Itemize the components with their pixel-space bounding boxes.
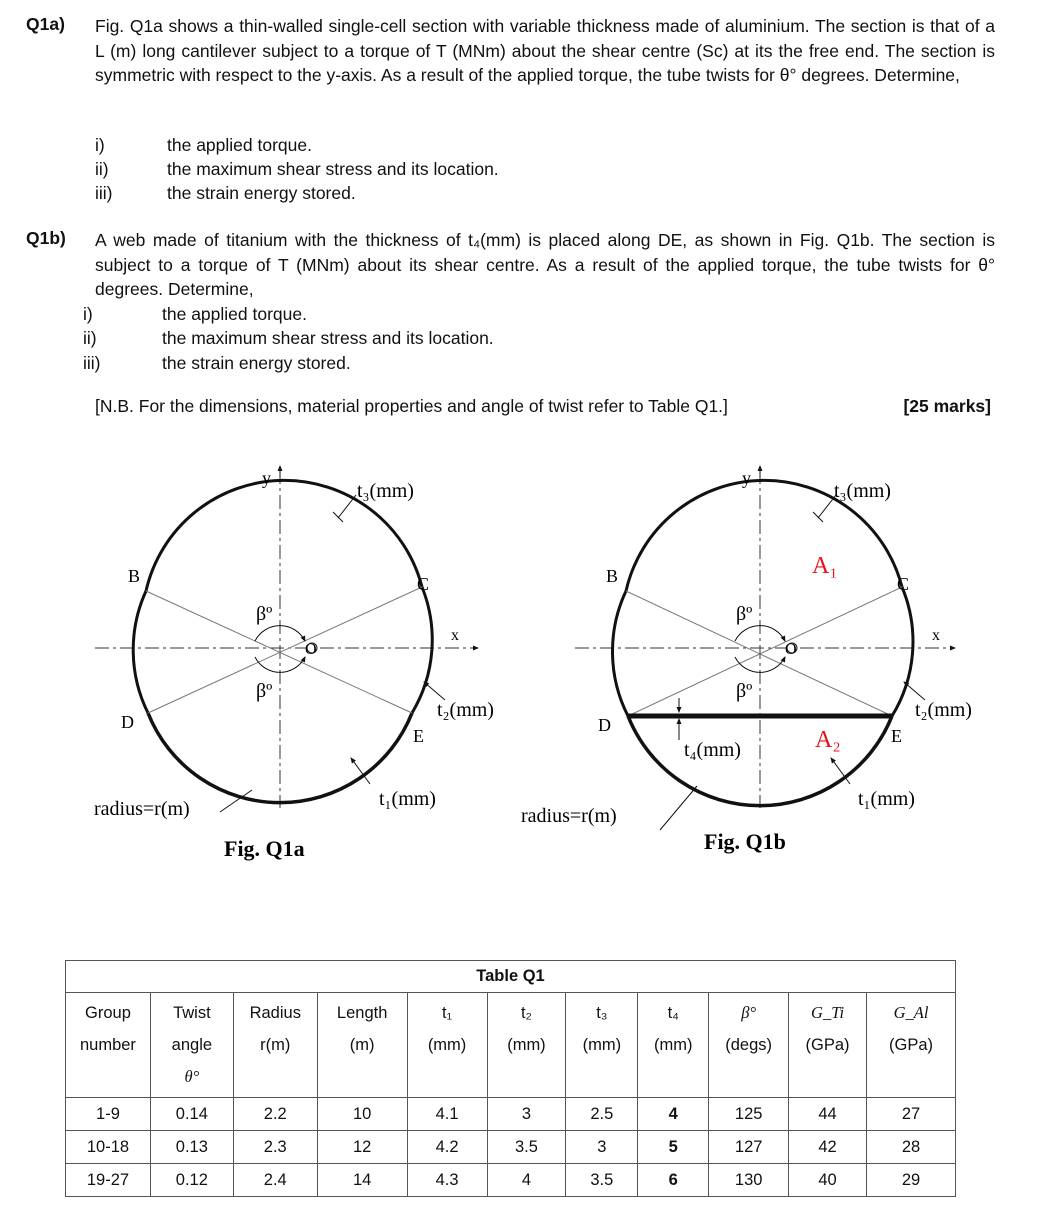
label-t1: t₁(mm): [858, 788, 915, 810]
t2-pointer: [424, 682, 445, 700]
item-text: the maximum shear stress and its location.: [167, 159, 499, 179]
header-line: (GPa): [805, 1036, 850, 1054]
header-line: (mm): [427, 1036, 467, 1054]
header-radius: [233, 993, 317, 1098]
label-o: O: [785, 641, 797, 658]
table-cell: 6: [638, 1164, 709, 1197]
table-cell: 4: [487, 1164, 566, 1197]
label-t2: t₂(mm): [437, 699, 494, 721]
table-cell: 3: [566, 1131, 638, 1164]
label-x: x: [451, 627, 459, 644]
t3-pointer: [338, 495, 356, 518]
table-row: [66, 1164, 956, 1197]
note: [N.B. For the dimensions, material properties and angle of twist refer to Table Q1.]: [95, 396, 728, 416]
line-bc: [146, 591, 412, 713]
q1a-label: Q1a): [26, 14, 65, 34]
header-group: [66, 993, 151, 1098]
header-line: G_Al: [893, 1003, 929, 1022]
label-d: D: [598, 715, 611, 735]
header-line: t₄: [667, 1004, 679, 1022]
label-radius: radius=r(m): [94, 798, 190, 820]
table-cell: 19-27: [66, 1164, 151, 1197]
item-number: iii): [83, 353, 101, 373]
table-cell: 10: [317, 1098, 407, 1131]
header-line: (mm): [654, 1036, 693, 1054]
header-line: G_Ti: [811, 1003, 845, 1022]
table-cell: 2.4: [233, 1164, 317, 1197]
marks: [25 marks]: [903, 396, 991, 416]
table-cell: 40: [789, 1164, 867, 1197]
header-t1: [407, 993, 487, 1098]
table-header-row: [66, 993, 956, 1098]
q1b-label: Q1b): [26, 228, 66, 248]
header-line: β°: [741, 1003, 757, 1022]
header-line: θ°: [184, 1067, 200, 1086]
table-cell: 4.1: [407, 1098, 487, 1131]
item-text: the strain energy stored.: [167, 183, 356, 203]
label-t1: t₁(mm): [379, 788, 436, 810]
item-number: i): [95, 135, 105, 155]
header-line: angle: [171, 1036, 213, 1054]
fig-q1b: [521, 466, 972, 854]
header-beta: [709, 993, 789, 1098]
label-b: B: [128, 566, 141, 586]
table-cell: 14: [317, 1164, 407, 1197]
table-q1: [65, 960, 956, 1197]
table-cell: 3: [487, 1098, 566, 1131]
table-cell: 44: [789, 1098, 867, 1131]
caption-fig-q1a: Fig. Q1a: [224, 836, 305, 861]
table-row: [66, 1098, 956, 1131]
label-beta-bottom: βº: [256, 680, 273, 702]
header-line: Length: [336, 1004, 388, 1022]
label-y: y: [262, 468, 271, 488]
arc-right-t2: [892, 587, 913, 716]
table-cell: 4.2: [407, 1131, 487, 1164]
header-line: Twist: [173, 1004, 211, 1022]
table-cell: 0.12: [150, 1164, 233, 1197]
arc-left-t2: [612, 591, 628, 716]
label-a1: A₁: [812, 553, 838, 579]
item-text: the applied torque.: [162, 304, 307, 324]
header-g-ti: [789, 993, 867, 1098]
label-t3: t₃(mm): [834, 480, 891, 502]
t2-pointer: [904, 682, 925, 700]
label-c: C: [417, 574, 430, 594]
header-line: (degs): [725, 1036, 773, 1054]
label-e: E: [891, 726, 902, 746]
header-line: r(m): [260, 1036, 291, 1054]
item-text: the maximum shear stress and its location.: [162, 328, 494, 348]
table-cell: 2.2: [233, 1098, 317, 1131]
label-t2: t₂(mm): [915, 699, 972, 721]
header-line: (GPa): [889, 1036, 934, 1054]
label-b: B: [606, 566, 619, 586]
table-cell: 5: [638, 1131, 709, 1164]
table-cell: 3.5: [487, 1131, 566, 1164]
table-row: [66, 1131, 956, 1164]
table-cell: 4.3: [407, 1164, 487, 1197]
label-c: C: [897, 574, 910, 594]
label-d: D: [121, 712, 134, 732]
table-cell: 130: [709, 1164, 789, 1197]
header-line: (mm): [507, 1036, 546, 1054]
table-cell: 10-18: [66, 1131, 151, 1164]
label-radius: radius=r(m): [521, 805, 617, 827]
table-cell: 4: [638, 1098, 709, 1131]
table-cell: 12: [317, 1131, 407, 1164]
label-t3: t₃(mm): [357, 480, 414, 502]
label-a2: A₂: [815, 727, 841, 753]
table-cell: 2.3: [233, 1131, 317, 1164]
header-t4: [638, 993, 709, 1098]
caption-fig-q1b: Fig. Q1b: [704, 829, 786, 854]
header-g-al: [867, 993, 956, 1098]
item-number: ii): [95, 159, 109, 179]
arc-left-t2: [133, 591, 148, 713]
line-bc: [626, 591, 892, 716]
header-length: [317, 993, 407, 1098]
header-line: Group: [85, 1004, 131, 1022]
label-beta-top: βº: [256, 603, 273, 625]
item-number: i): [83, 304, 93, 324]
line-de: [628, 587, 902, 716]
item-number: ii): [83, 328, 97, 348]
table-caption-row: [66, 961, 956, 993]
q1a-text: Fig. Q1a shows a thin-walled single-cell section with variable thickness made of aluminium. The section is that of a L (m) long cantilever subject to a torque of T (MNm) about the shear centre (Sc) at its the free end. The section is symmetric with respect to the y-axis. As a result of the applied torque, the tube twists for θ° degrees. Determine,: [95, 16, 995, 85]
header-t2: [487, 993, 566, 1098]
label-beta-top: βº: [736, 603, 753, 625]
header-line: t₂: [520, 1004, 532, 1022]
table-cell: 127: [709, 1131, 789, 1164]
label-t4: t₄(mm): [684, 739, 741, 761]
table-cell: 42: [789, 1131, 867, 1164]
arc-right-t2: [412, 587, 432, 713]
table-cell: 0.14: [150, 1098, 233, 1131]
label-e: E: [413, 726, 424, 746]
label-beta-bottom: βº: [736, 680, 753, 702]
header-twist: [150, 993, 233, 1098]
table-cell: 3.5: [566, 1164, 638, 1197]
header-line: (m): [349, 1036, 375, 1054]
item-number: iii): [95, 183, 113, 203]
header-line: Radius: [249, 1004, 301, 1022]
table-cell: 1-9: [66, 1098, 151, 1131]
table-cell: 27: [867, 1098, 956, 1131]
label-x: x: [932, 627, 940, 644]
radius-leader: [660, 786, 697, 830]
table-cell: 0.13: [150, 1131, 233, 1164]
header-line: t₁: [441, 1004, 453, 1022]
label-o: O: [305, 641, 317, 658]
label-y: y: [742, 468, 751, 488]
header-t3: [566, 993, 638, 1098]
q1b-text: A web made of titanium with the thickness of t₄(mm) is placed along DE, as shown in Fig. Q1b. The section is subject to a torque of T (MNm) about its shear centre. As a result of the applied torque, the tube twists for θ° degrees. Determine,: [95, 230, 995, 299]
item-text: the applied torque.: [167, 135, 312, 155]
table-cell: 2.5: [566, 1098, 638, 1131]
header-line: t₃: [596, 1004, 608, 1022]
table-cell: 125: [709, 1098, 789, 1131]
header-line: number: [79, 1036, 136, 1054]
header-line: (mm): [582, 1036, 622, 1054]
table-cell: 28: [867, 1131, 956, 1164]
line-de: [148, 587, 422, 713]
fig-q1a: [94, 466, 494, 861]
item-text: the strain energy stored.: [162, 353, 351, 373]
table-caption: Table Q1: [66, 961, 956, 993]
table-cell: 29: [867, 1164, 956, 1197]
